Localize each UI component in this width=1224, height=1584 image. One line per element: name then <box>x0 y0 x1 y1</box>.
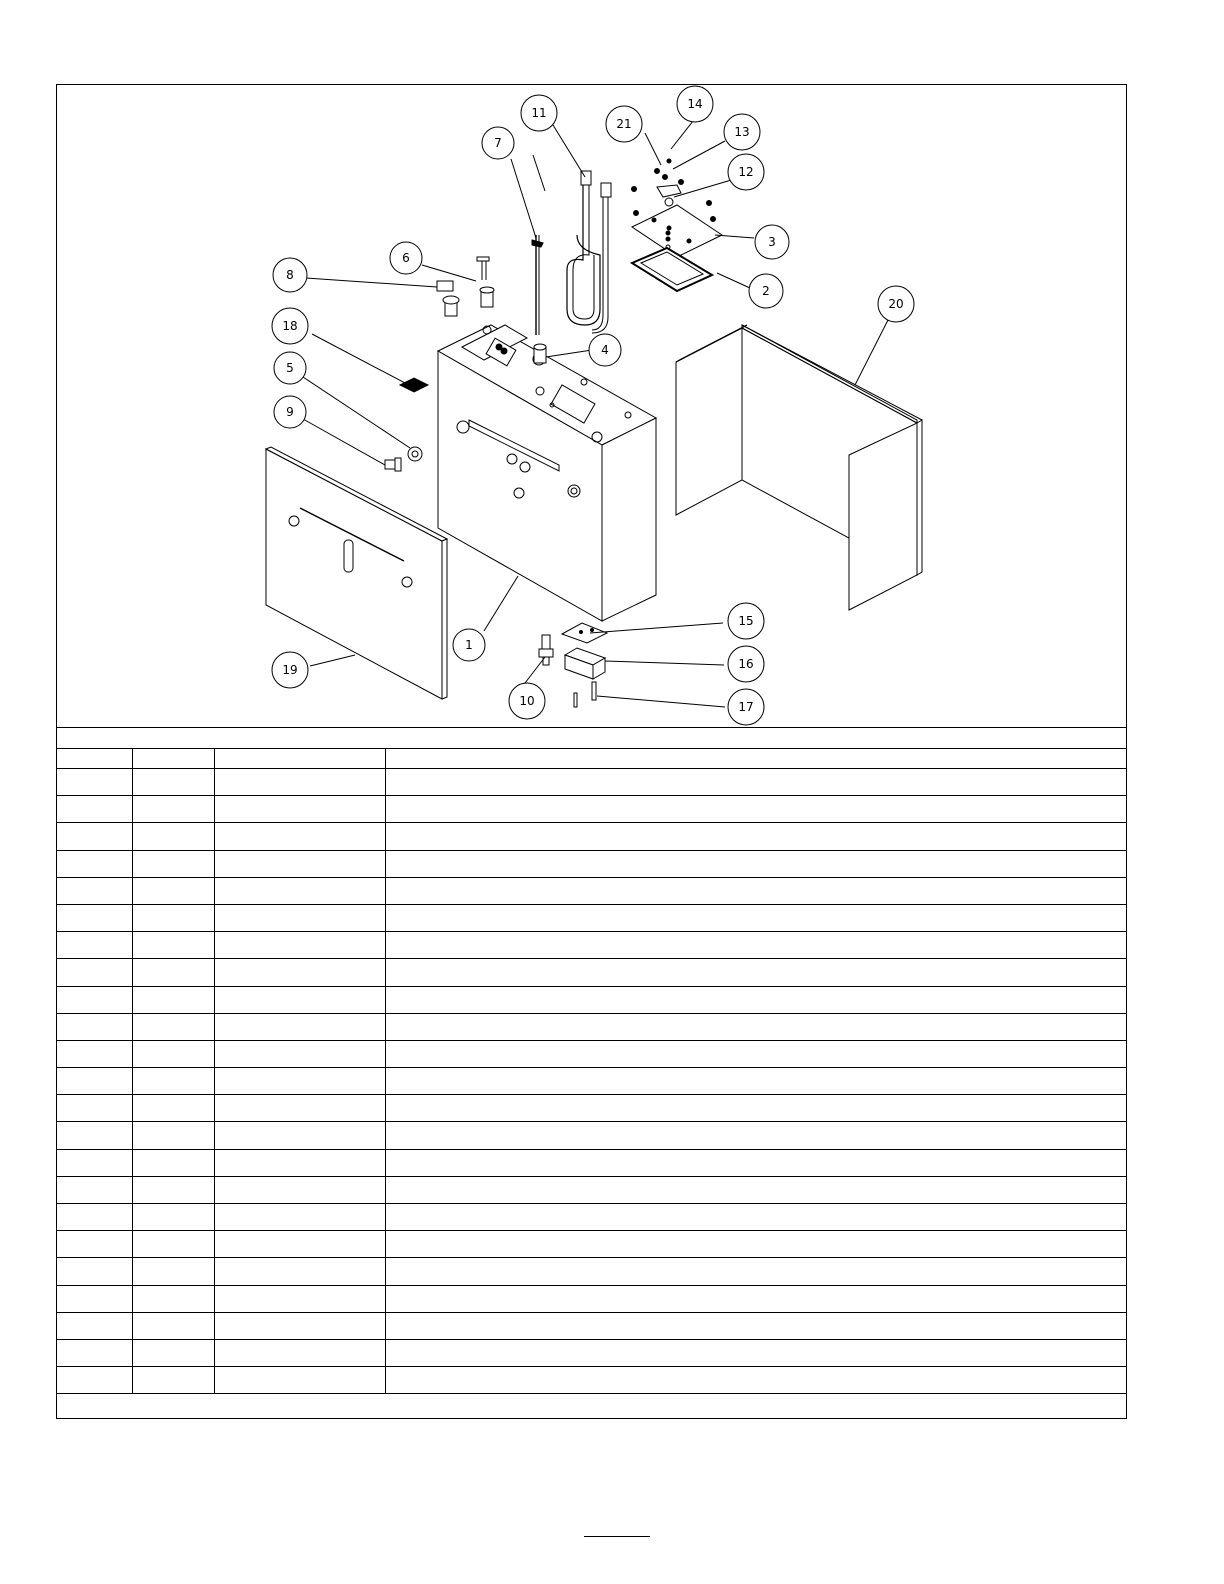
table-cell <box>57 769 132 796</box>
table-cell <box>132 749 214 769</box>
table-cell <box>385 1231 1126 1258</box>
table-cell <box>132 1258 214 1285</box>
table-cell <box>132 1231 214 1258</box>
table-cell <box>57 1312 132 1339</box>
table-row <box>57 1204 1126 1231</box>
page-number-rule <box>584 1536 650 1537</box>
callout-label: 9 <box>286 405 294 419</box>
callout-label: 12 <box>738 165 754 179</box>
table-cell <box>132 1367 214 1394</box>
table-cell <box>214 823 385 850</box>
table-row <box>57 1013 1126 1040</box>
table-cell <box>385 1312 1126 1339</box>
table-cell <box>385 1176 1126 1203</box>
table-cell <box>214 1285 385 1312</box>
fitting-part-4 <box>534 344 546 363</box>
callout-balloon <box>273 258 307 292</box>
table-cell <box>214 932 385 959</box>
table-cell <box>132 1285 214 1312</box>
callout-label: 19 <box>282 663 298 677</box>
table-cell <box>57 1258 132 1285</box>
bracket-part-15 <box>562 623 607 643</box>
table-row <box>57 1258 1126 1285</box>
callout-label: 6 <box>402 251 410 265</box>
table-cell <box>132 823 214 850</box>
table-cell <box>132 769 214 796</box>
callout-label: 11 <box>531 106 547 120</box>
table-cell <box>385 1258 1126 1285</box>
callout-balloon <box>521 95 557 131</box>
table-cell <box>132 1176 214 1203</box>
table-row <box>57 1312 1126 1339</box>
table-row <box>57 1122 1126 1149</box>
table-cell <box>385 1095 1126 1122</box>
callout-label: 18 <box>282 319 298 333</box>
table-cell <box>385 1122 1126 1149</box>
gasket-part-2 <box>632 248 712 291</box>
table-cell <box>57 932 132 959</box>
table-row <box>57 850 1126 877</box>
callout-balloon <box>755 225 789 259</box>
table-cell <box>214 1204 385 1231</box>
fitting-part-8 <box>437 281 494 316</box>
fitting-part-6 <box>477 257 489 280</box>
exploded-assembly-view <box>57 85 1126 728</box>
table-cell <box>385 1204 1126 1231</box>
table-cell <box>57 796 132 823</box>
table-cell <box>385 932 1126 959</box>
table-row <box>57 1095 1126 1122</box>
callout-balloon <box>390 242 422 274</box>
table-cell <box>214 1095 385 1122</box>
heating-element-part-11 <box>567 171 611 333</box>
table-row <box>57 1040 1126 1067</box>
top-plate-part-3 <box>632 205 722 257</box>
table-row <box>57 796 1126 823</box>
callout-label: 7 <box>494 136 502 150</box>
callout-label: 16 <box>738 657 754 671</box>
table-cell <box>57 959 132 986</box>
table-cell <box>385 749 1126 769</box>
fitting-part-5 <box>408 447 422 461</box>
callout-balloon <box>728 603 764 639</box>
table-cell <box>57 1068 132 1095</box>
table-cell <box>214 769 385 796</box>
table-cell <box>57 986 132 1013</box>
table-cell <box>132 1040 214 1067</box>
table-row <box>57 932 1126 959</box>
table-cell <box>57 1367 132 1394</box>
table-cell <box>385 1149 1126 1176</box>
table-cell <box>57 1013 132 1040</box>
table-cell <box>132 1149 214 1176</box>
table-cell <box>57 823 132 850</box>
table-cell <box>57 749 132 769</box>
table-cell <box>132 959 214 986</box>
callout-balloon <box>728 646 764 682</box>
table-cell <box>214 1068 385 1095</box>
callout-balloon <box>878 286 914 322</box>
table-row <box>57 769 1126 796</box>
table-row <box>57 1231 1126 1258</box>
table-cell <box>57 1122 132 1149</box>
table-cell <box>214 1339 385 1366</box>
parts-list-body <box>57 728 1126 1394</box>
table-cell <box>132 904 214 931</box>
table-cell <box>385 769 1126 796</box>
tank-body-part-1 <box>438 325 656 621</box>
table-cell <box>385 986 1126 1013</box>
table-cell <box>214 749 385 769</box>
table-row <box>57 749 1126 769</box>
callout-balloon <box>274 396 306 428</box>
callout-balloon <box>272 652 308 688</box>
table-cell <box>385 877 1126 904</box>
callout-balloon <box>509 683 545 719</box>
probe-part-7 <box>532 235 543 335</box>
table-cell <box>132 1095 214 1122</box>
table-cell <box>57 877 132 904</box>
table-cell <box>385 1068 1126 1095</box>
table-cell <box>385 823 1126 850</box>
table-cell <box>214 1176 385 1203</box>
table-cell <box>57 1176 132 1203</box>
table-row <box>57 1176 1126 1203</box>
callout-balloon <box>749 274 783 308</box>
callout-balloon <box>728 154 764 190</box>
table-cell <box>132 877 214 904</box>
callout-label: 17 <box>738 700 754 714</box>
table-cell <box>57 1285 132 1312</box>
table-cell <box>214 959 385 986</box>
parts-table-title-row <box>57 728 1126 749</box>
table-cell <box>57 904 132 931</box>
callout-label: 4 <box>601 343 609 357</box>
table-row <box>57 904 1126 931</box>
callout-label: 20 <box>888 297 904 311</box>
table-cell <box>214 1013 385 1040</box>
callout-label: 10 <box>519 694 535 708</box>
assembly-drawing <box>57 85 1126 727</box>
drain-part-10 <box>539 635 553 665</box>
table-cell <box>214 1231 385 1258</box>
table-cell <box>214 1040 385 1067</box>
table-row <box>57 823 1126 850</box>
table-cell <box>132 986 214 1013</box>
callout-balloon <box>724 114 760 150</box>
table-row <box>57 1339 1126 1366</box>
block-part-16 <box>565 648 605 679</box>
callout-balloon <box>482 127 514 159</box>
table-row <box>57 959 1126 986</box>
table-cell <box>57 1231 132 1258</box>
wrap-cover-part-20 <box>676 325 922 610</box>
table-cell <box>57 1149 132 1176</box>
callout-label: 15 <box>738 614 754 628</box>
table-row <box>57 1285 1126 1312</box>
callout-label: 1 <box>465 638 473 652</box>
parts-table-title <box>57 728 1126 749</box>
table-cell <box>385 904 1126 931</box>
table-cell <box>214 796 385 823</box>
table-cell <box>57 1095 132 1122</box>
callout-balloon <box>453 629 485 661</box>
table-cell <box>214 904 385 931</box>
callout-label: 3 <box>768 235 776 249</box>
callout-label: 2 <box>762 284 770 298</box>
table-cell <box>132 1068 214 1095</box>
callout-balloon <box>606 106 642 142</box>
table-cell <box>385 959 1126 986</box>
table-cell <box>385 1367 1126 1394</box>
pins-part-17 <box>574 682 596 707</box>
table-cell <box>214 1312 385 1339</box>
table-row <box>57 877 1126 904</box>
drawing-sheet <box>56 84 1127 1419</box>
callout-balloon <box>272 308 308 344</box>
table-cell <box>214 877 385 904</box>
table-cell <box>214 1149 385 1176</box>
table-cell <box>57 1204 132 1231</box>
table-cell <box>214 986 385 1013</box>
callout-label: 5 <box>286 361 294 375</box>
callout-label: 21 <box>616 117 632 131</box>
label-part-18 <box>400 378 428 392</box>
table-cell <box>132 932 214 959</box>
parts-list-table <box>57 727 1126 1394</box>
table-row <box>57 1367 1126 1394</box>
table-cell <box>385 850 1126 877</box>
table-cell <box>57 1040 132 1067</box>
table-cell <box>385 1339 1126 1366</box>
table-cell <box>214 850 385 877</box>
callout-label: 13 <box>734 125 750 139</box>
table-cell <box>132 1013 214 1040</box>
table-row <box>57 1149 1126 1176</box>
callout-label: 8 <box>286 268 294 282</box>
callout-balloon <box>274 352 306 384</box>
table-cell <box>214 1122 385 1149</box>
table-cell <box>214 1367 385 1394</box>
table-cell <box>132 1312 214 1339</box>
callout-label: 14 <box>687 97 703 111</box>
table-cell <box>132 1122 214 1149</box>
table-cell <box>385 1285 1126 1312</box>
table-row <box>57 1068 1126 1095</box>
table-cell <box>385 1013 1126 1040</box>
table-cell <box>132 1339 214 1366</box>
table-cell <box>385 1040 1126 1067</box>
table-cell <box>132 850 214 877</box>
table-cell <box>214 1258 385 1285</box>
table-cell <box>385 796 1126 823</box>
callout-balloon <box>728 689 764 725</box>
table-cell <box>57 850 132 877</box>
table-cell <box>132 1204 214 1231</box>
callout-balloon <box>589 334 621 366</box>
callout-balloon <box>677 86 713 122</box>
table-row <box>57 986 1126 1013</box>
table-cell <box>132 796 214 823</box>
table-cell <box>57 1339 132 1366</box>
fitting-part-9 <box>385 458 401 471</box>
